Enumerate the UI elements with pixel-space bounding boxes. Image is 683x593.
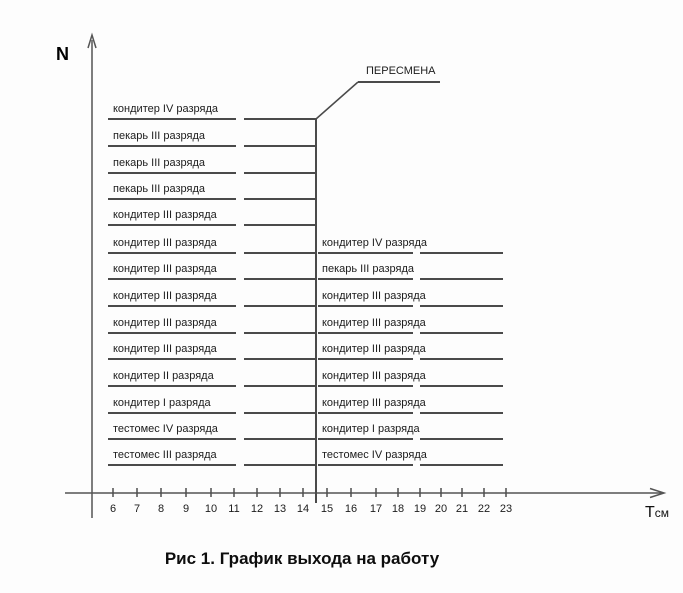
x-axis-label bbox=[645, 504, 669, 522]
shift-bar bbox=[318, 464, 413, 466]
x-tick-label: 14 bbox=[296, 503, 310, 515]
shift-bar bbox=[318, 438, 413, 440]
shift-bar bbox=[244, 412, 316, 414]
worker-label: кондитер IV разряда bbox=[113, 103, 218, 115]
shift-bar bbox=[108, 278, 236, 280]
worker-label: тестомес IV разряда bbox=[113, 423, 218, 435]
shift-bar bbox=[318, 385, 413, 387]
shift-bar bbox=[244, 332, 316, 334]
shift-bar bbox=[108, 358, 236, 360]
x-tick-label: 15 bbox=[320, 503, 334, 515]
shift-bar bbox=[420, 278, 503, 280]
x-tick-label: 9 bbox=[182, 503, 190, 515]
x-tick-label: 23 bbox=[499, 503, 513, 515]
x-tick-label: 20 bbox=[434, 503, 448, 515]
worker-label: кондитер II разряда bbox=[113, 370, 214, 382]
worker-label: пекарь III разряда bbox=[113, 130, 206, 142]
shift-bar bbox=[420, 412, 503, 414]
shift-bar bbox=[420, 438, 503, 440]
x-axis-label-sub: см bbox=[654, 506, 670, 520]
shift-bar bbox=[108, 305, 236, 307]
shift-bar bbox=[420, 252, 503, 254]
shift-bar bbox=[108, 412, 236, 414]
worker-label: тестомес III разряда bbox=[113, 449, 217, 461]
y-axis-label: N bbox=[56, 44, 69, 64]
x-tick-label: 18 bbox=[391, 503, 405, 515]
shift-bar bbox=[108, 252, 236, 254]
shift-bar bbox=[318, 252, 413, 254]
figure-caption: Рис 1. График выхода на работу bbox=[164, 549, 440, 568]
worker-label: кондитер III разряда bbox=[322, 343, 426, 355]
shift-bar bbox=[108, 118, 236, 120]
x-axis-label-main: Т bbox=[645, 504, 655, 521]
x-tick-label: 12 bbox=[250, 503, 264, 515]
x-tick-label: 8 bbox=[157, 503, 165, 515]
shift-bar bbox=[318, 305, 413, 307]
x-tick-label: 16 bbox=[344, 503, 358, 515]
shift-bar bbox=[108, 332, 236, 334]
worker-label: кондитер III разряда bbox=[113, 263, 217, 275]
shift-bar bbox=[244, 438, 316, 440]
x-tick-label: 19 bbox=[413, 503, 427, 515]
shift-bar bbox=[420, 385, 503, 387]
x-tick-label: 17 bbox=[369, 503, 383, 515]
shift-bar bbox=[244, 198, 316, 200]
shift-bar bbox=[244, 252, 316, 254]
shift-bar bbox=[244, 278, 316, 280]
worker-label: кондитер III разряда bbox=[322, 397, 426, 409]
worker-label: пекарь III разряда bbox=[322, 263, 415, 275]
x-tick-label: 6 bbox=[109, 503, 117, 515]
worker-label: кондитер I разряда bbox=[113, 397, 211, 409]
x-tick-label: 7 bbox=[133, 503, 141, 515]
shift-bar bbox=[108, 172, 236, 174]
shift-bar bbox=[244, 172, 316, 174]
shift-bar bbox=[420, 305, 503, 307]
shift-bar bbox=[420, 332, 503, 334]
worker-label: пекарь III разряда bbox=[113, 157, 206, 169]
shift-bar bbox=[108, 464, 236, 466]
shift-bar bbox=[244, 145, 316, 147]
worker-label: кондитер III разряда bbox=[113, 290, 217, 302]
shift-bar bbox=[108, 145, 236, 147]
worker-label: кондитер III разряда bbox=[322, 290, 426, 302]
worker-label: кондитер III разряда bbox=[113, 317, 217, 329]
worker-label: пекарь III разряда bbox=[113, 183, 206, 195]
shift-bar bbox=[420, 358, 503, 360]
x-tick-label: 22 bbox=[477, 503, 491, 515]
shift-change-annotation: ПЕРЕСМЕНА bbox=[366, 65, 436, 77]
worker-label: кондитер III разряда bbox=[113, 343, 217, 355]
worker-label: тестомес IV разряда bbox=[322, 449, 427, 461]
worker-label: кондитер IV разряда bbox=[322, 237, 427, 249]
shift-bar bbox=[318, 358, 413, 360]
shift-bar bbox=[244, 305, 316, 307]
shift-bar bbox=[244, 118, 316, 120]
worker-label: кондитер III разряда bbox=[113, 209, 217, 221]
x-tick-label: 10 bbox=[204, 503, 218, 515]
shift-bar bbox=[108, 385, 236, 387]
shift-bar bbox=[244, 385, 316, 387]
shift-bar bbox=[108, 438, 236, 440]
x-tick-label: 11 bbox=[228, 503, 240, 515]
worker-label: кондитер III разряда bbox=[113, 237, 217, 249]
x-tick-label: 21 bbox=[455, 503, 469, 515]
shift-bar bbox=[244, 358, 316, 360]
shift-change-leader-line bbox=[316, 82, 358, 119]
x-tick-label: 13 bbox=[273, 503, 287, 515]
shift-bar bbox=[318, 332, 413, 334]
shift-bar bbox=[244, 464, 316, 466]
shift-bar bbox=[108, 224, 236, 226]
shift-bar bbox=[420, 464, 503, 466]
shift-bar bbox=[318, 278, 413, 280]
worker-label: кондитер III разряда bbox=[322, 317, 426, 329]
shift-bar bbox=[318, 412, 413, 414]
worker-label: кондитер I разряда bbox=[322, 423, 420, 435]
worker-label: кондитер III разряда bbox=[322, 370, 426, 382]
shift-bar bbox=[108, 198, 236, 200]
shift-bar bbox=[244, 224, 316, 226]
